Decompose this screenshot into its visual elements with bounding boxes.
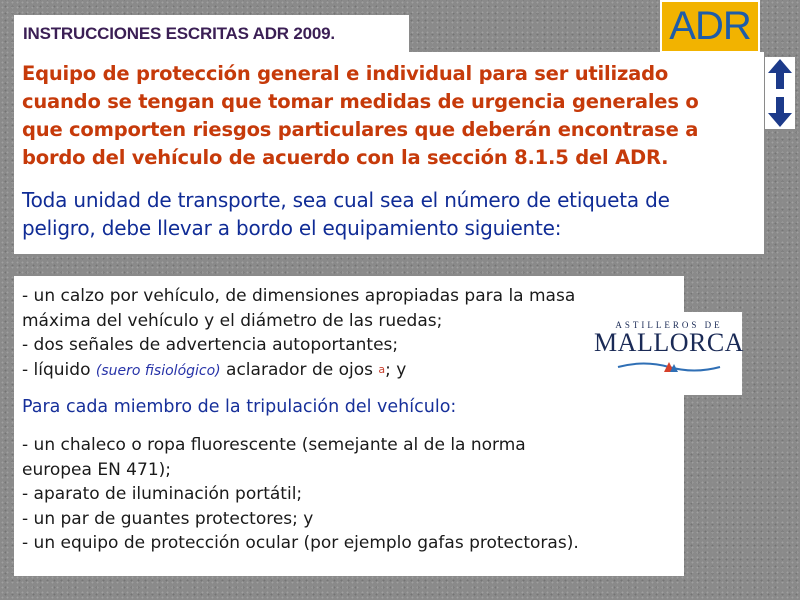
equipment-heading — [22, 60, 756, 172]
crew-items-list — [22, 433, 674, 556]
crew-heading: Para cada miembro de la tripulación del vehículo: — [22, 397, 457, 417]
intro-text — [22, 186, 756, 242]
equipment-list-panel — [14, 276, 684, 576]
list-item: - dos señales de advertencia autoportantes; — [22, 335, 399, 355]
general-equipment-panel — [14, 52, 764, 254]
adr-logo — [660, 0, 760, 53]
shell-icon — [614, 358, 724, 376]
title-bar — [14, 15, 409, 52]
list-item: - un equipo de protección ocular (por ejemplo gafas protectoras). — [22, 533, 579, 553]
astilleros-mallorca-logo — [596, 312, 742, 395]
serum-note: (suero fisiológico) — [95, 362, 221, 379]
list-item: - un par de guantes protectores; y — [22, 508, 314, 529]
list-item: - un calzo por vehículo, de dimensiones apropiadas para la masa — [22, 286, 576, 306]
list-item: - un chaleco o ropa fluorescente (semejante al de la norma — [22, 435, 526, 455]
intro-line: Toda unidad de transporte, sea cual sea el número de etiqueta de — [22, 188, 670, 212]
footnote-marker: a — [378, 362, 386, 376]
logo-main-text: MALLORCA — [594, 328, 744, 357]
logo-top-text: ASTILLEROS DE — [615, 320, 723, 330]
heading-line: cuando se tengan que tomar medidas de urgencia generales o — [22, 90, 699, 113]
arrow-down-icon[interactable] — [767, 95, 793, 129]
heading-line: Equipo de protección general e individual para ser utilizado — [22, 62, 669, 85]
list-item: - aparato de iluminación portátil; — [22, 484, 303, 504]
intro-line: peligro, debe llevar a bordo el equipamiento siguiente: — [22, 216, 562, 240]
liquid-mid: aclarador de ojos — [220, 359, 379, 380]
nav-arrows — [765, 57, 795, 129]
liquid-suffix: ; y — [385, 359, 407, 380]
list-item-liquid — [22, 360, 406, 380]
adr-logo-text: ADR — [669, 4, 751, 48]
list-item: máxima del vehículo y el diámetro de las ruedas; — [22, 310, 443, 331]
heading-line: que comporten riesgos particulares que deberán encontrase a — [22, 118, 699, 141]
page-title: INSTRUCCIONES ESCRITAS ADR 2009. — [23, 23, 335, 43]
heading-line: bordo del vehículo de acuerdo con la sección 8.1.5 del ADR. — [22, 146, 669, 169]
vehicle-items-list — [22, 284, 674, 383]
liquid-prefix: - líquido — [22, 359, 96, 380]
arrow-up-icon[interactable] — [767, 57, 793, 91]
list-item: europea EN 471); — [22, 459, 171, 480]
